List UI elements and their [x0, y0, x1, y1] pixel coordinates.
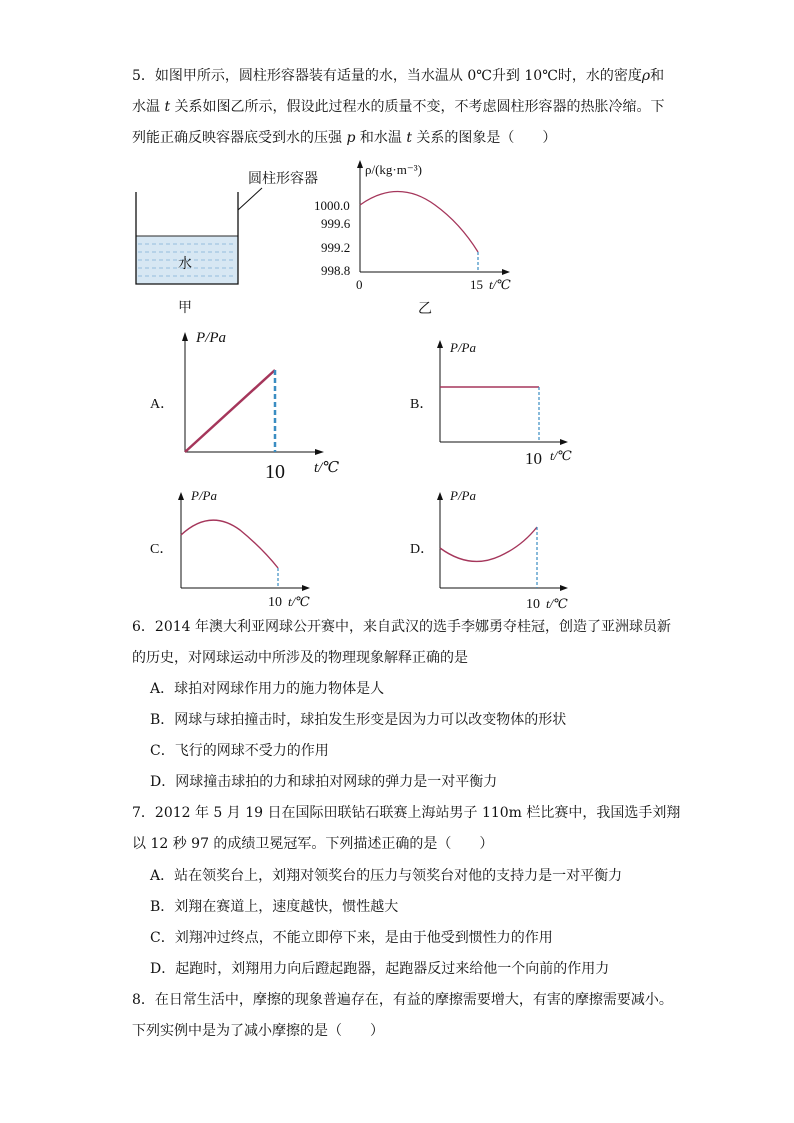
fig-jia-caption: 甲 — [178, 301, 192, 316]
c-curve — [181, 520, 278, 568]
q7-option-b: B．刘翔在赛道上，速度越快，惯性越大 — [150, 899, 399, 915]
yi-y-tick-3: 998.8 — [321, 263, 351, 278]
yi-y-label: ρ/(kg·m⁻³) — [365, 162, 422, 177]
q6-option-d: D．网球撞击球拍的力和球拍对网球的弹力是一对平衡力 — [150, 774, 498, 790]
a-line — [185, 370, 275, 452]
b-x-tick: 10 — [525, 449, 542, 468]
q5-line-3: 列能正确反映容器底受到水的压强 p 和水温 t 关系的图象是（ ） — [132, 130, 557, 146]
c-x-tick: 10 — [268, 595, 282, 610]
yi-x-tick-0: 0 — [356, 277, 363, 292]
yi-density-curve — [360, 192, 478, 253]
yi-x-arrow — [502, 269, 510, 275]
q7-line-2: 以 12 秒 97 的成绩卫冕冠军。下列描述正确的是（ ） — [132, 836, 494, 852]
q8-line-2: 下列实例中是为了减小摩擦的是（ ） — [132, 1023, 384, 1039]
q7-option-d: D．起跑时，刘翔用力向后蹬起跑器，起跑器反过来给他一个向前的作用力 — [150, 961, 610, 977]
figure-jia — [136, 170, 318, 316]
option-d-label: D． — [410, 542, 435, 557]
b-x-arrow — [560, 439, 568, 445]
q6-option-c: C．飞行的网球不受力的作用 — [150, 743, 329, 759]
a-x-arrow — [315, 449, 324, 455]
b-y-label: P/Pa — [450, 340, 476, 355]
p-symbol: p — [346, 130, 356, 146]
yi-y-tick-2: 999.2 — [321, 240, 351, 255]
d-x-label: t/℃ — [546, 596, 568, 611]
q6-option-a: A．球拍对网球作用力的施力物体是人 — [150, 681, 385, 697]
q7-line-1: 7．2012 年 5 月 19 日在国际田联钻石联赛上海站男子 110m 栏比赛中，我国选手刘翔 — [132, 805, 681, 821]
q6-option-b: B．网球与球拍撞击时，球拍发生形变是因为力可以改变物体的形状 — [150, 712, 567, 728]
c-x-label: t/℃ — [288, 594, 310, 609]
option-c-graph — [150, 488, 310, 610]
d-y-arrow — [437, 492, 443, 500]
container-label: 圆柱形容器 — [248, 172, 318, 187]
option-c-label: C． — [150, 542, 174, 557]
d-curve — [440, 527, 537, 561]
q5-line-1: 5．如图甲所示，圆柱形容器装有适量的水，当水温从 0℃升到 10℃时，水的密度ρ和 — [132, 68, 665, 84]
q6-line-1: 6．2014 年澳大利亚网球公开赛中，来自武汉的选手李娜勇夺桂冠，创造了亚洲球员新 — [132, 619, 671, 635]
fig-yi-caption: 乙 — [418, 302, 432, 317]
figure-yi — [314, 160, 511, 317]
yi-x-label: t/℃ — [489, 277, 511, 292]
c-y-label: P/Pa — [191, 488, 217, 503]
yi-y-tick-0: 1000.0 — [314, 198, 350, 213]
q8-line-1: 8．在日常生活中，摩擦的现象普遍存在，有益的摩擦需要增大，有害的摩擦需要减小。 — [132, 992, 673, 1008]
container-pointer-line — [238, 188, 262, 210]
b-x-label: t/℃ — [550, 448, 572, 463]
a-y-label: P/Pa — [196, 330, 226, 346]
d-y-label: P/Pa — [450, 488, 476, 503]
q7-option-a: A．站在领奖台上，刘翔对领奖台的压力与领奖台对他的支持力是一对平衡力 — [150, 868, 623, 884]
q5-line-2: 水温 t 关系如图乙所示，假设此过程水的质量不变，不考虑圆柱形容器的热胀冷缩。下 — [132, 99, 665, 115]
option-d-graph — [410, 488, 568, 612]
yi-x-tick-15: 15 — [470, 277, 483, 292]
c-y-arrow — [178, 492, 184, 500]
t-symbol: t — [164, 99, 171, 115]
option-a-label: A． — [150, 397, 175, 412]
c-x-arrow — [302, 585, 310, 591]
q7-option-c: C．刘翔冲过终点，不能立即停下来，是由于他受到惯性力的作用 — [150, 930, 553, 946]
rho-symbol: ρ — [641, 68, 651, 84]
a-y-arrow — [182, 332, 188, 341]
a-x-tick: 10 — [265, 461, 285, 483]
option-a-graph — [150, 330, 339, 483]
option-b-label: B． — [410, 397, 434, 412]
q6-line-2: 的历史，对网球运动中所涉及的物理现象解释正确的是 — [132, 650, 468, 666]
d-x-arrow — [560, 585, 568, 591]
water-label: 水 — [178, 257, 192, 272]
b-y-arrow — [437, 340, 443, 348]
option-b-graph — [410, 340, 572, 468]
a-x-label: t/℃ — [314, 460, 340, 476]
yi-y-arrow — [357, 160, 363, 168]
yi-y-tick-1: 999.6 — [321, 216, 351, 231]
d-x-tick: 10 — [526, 597, 540, 612]
